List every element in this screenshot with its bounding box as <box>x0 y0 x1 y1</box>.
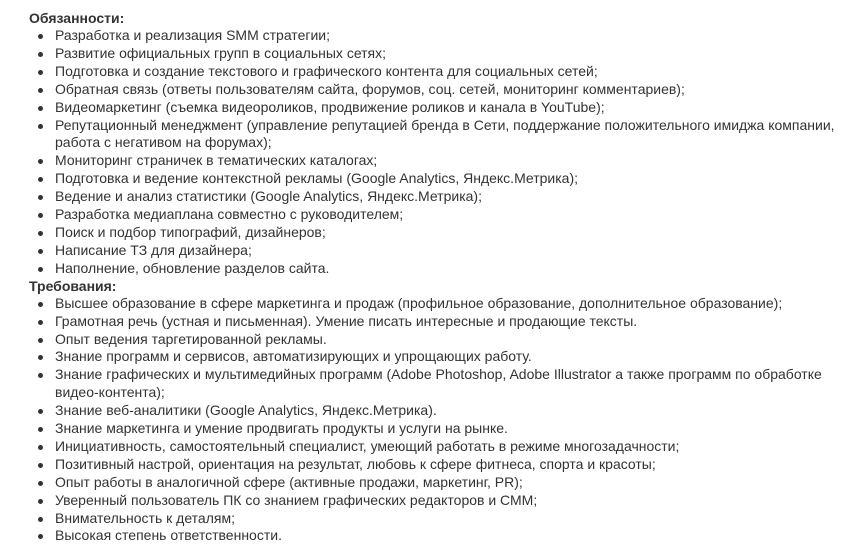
list-item: Мониторинг страничек в тематических каталогах; <box>55 152 848 170</box>
list-item: Репутационный менеджмент (управление репутацией бренда в Сети, поддержание положительного имиджа компании, работа с негативом на форумах); <box>55 117 848 153</box>
list-item: Ведение и анализ статистики (Google Analytics, Яндекс.Метрика); <box>55 188 848 206</box>
list-item: Опыт ведения таргетированной рекламы. <box>55 331 848 349</box>
requirements-heading: Требования: <box>29 277 117 294</box>
list-item: Разработка медиаплана совместно с руководителем; <box>55 206 848 224</box>
requirements-list <box>30 295 848 546</box>
list-item: Написание ТЗ для дизайнера; <box>55 242 848 260</box>
duties-heading: Обязанности: <box>29 10 125 26</box>
list-item: Инициативность, самостоятельный специалист, умеющий работать в режиме многозадачности; <box>55 438 848 456</box>
list-item: Высшее образование в сфере маркетинга и продаж (профильное образование, дополнительное образование); <box>55 295 848 313</box>
list-item: Развитие официальных групп в социальных сетях; <box>55 45 848 63</box>
list-item: Разработка и реализация SMM стратегии; <box>55 27 848 45</box>
list-item: Обратная связь (ответы пользователям сайта, форумов, соц. сетей, мониторинг комментариев); <box>55 81 848 99</box>
list-item: Опыт работы в аналогичной сфере (активные продажи, маркетинг, PR); <box>55 474 848 492</box>
list-item: Подготовка и ведение контекстной рекламы (Google Analytics, Яндекс.Метрика); <box>55 170 848 188</box>
list-item: Знание веб-аналитики (Google Analytics, Яндекс.Метрика). <box>55 402 848 420</box>
list-item: Подготовка и создание текстового и графического контента для социальных сетей; <box>55 63 848 81</box>
list-item: Видеомаркетинг (съемка видеороликов, продвижение роликов и канала в YouTube); <box>55 99 848 117</box>
duties-list <box>30 27 848 278</box>
list-item: Внимательность к деталям; <box>55 510 848 528</box>
list-item: Наполнение, обновление разделов сайта. <box>55 260 848 278</box>
list-item: Знание программ и сервисов, автоматизирующих и упрощающих работу. <box>55 348 848 366</box>
list-item: Знание маркетинга и умение продвигать продукты и услуги на рынке. <box>55 420 848 438</box>
list-item: Позитивный настрой, ориентация на результат, любовь к сфере фитнеса, спорта и красоты; <box>55 456 848 474</box>
list-item: Знание графических и мультимедийных программ (Adobe Photoshop, Adobe Illustrator а также программ по обработке видео-контента); <box>55 366 848 402</box>
list-item: Уверенный пользователь ПК со знанием графических редакторов и СММ; <box>55 492 848 510</box>
list-item: Высокая степень ответственности. <box>55 527 848 545</box>
list-item: Грамотная речь (устная и письменная). Умение писать интересные и продающие тексты. <box>55 313 848 331</box>
list-item: Поиск и подбор типографий, дизайнеров; <box>55 224 848 242</box>
